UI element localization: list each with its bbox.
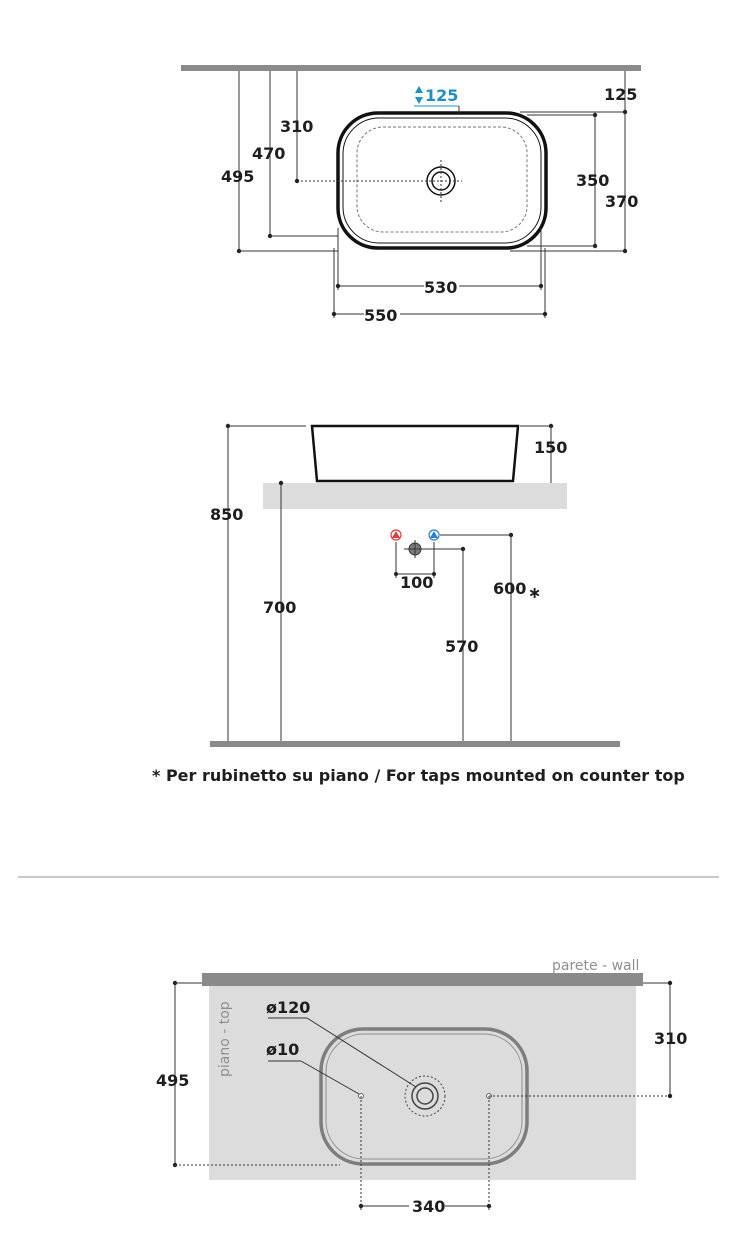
dim-600-asterisk: ∗ <box>528 583 542 602</box>
dim-600: 600 <box>493 579 527 598</box>
height-arrow-icon <box>415 86 423 104</box>
install-view <box>156 958 687 1216</box>
dia-10: ø10 <box>266 1040 300 1059</box>
dia-120: ø120 <box>266 998 311 1017</box>
dim-700: 700 <box>263 598 297 617</box>
dim-350: 350 <box>576 171 610 190</box>
dim-550: 550 <box>364 306 398 325</box>
dim-850: 850 <box>210 505 244 524</box>
wall-label: parete - wall <box>552 958 640 974</box>
wall-bar-top <box>181 65 641 71</box>
basin-bowl-dashed <box>357 127 527 232</box>
side-view <box>210 424 620 747</box>
counter-label: piano - top <box>217 1001 233 1077</box>
dim-470-top: 470 <box>252 144 286 163</box>
dim-495-install: 495 <box>156 1071 190 1090</box>
dim-370: 370 <box>605 192 639 211</box>
footnote: * Per rubinetto su piano / For taps mounted on counter top <box>152 766 685 785</box>
dim-340: 340 <box>412 1197 446 1216</box>
top-view <box>181 65 641 325</box>
dim-125-blue: 125 <box>425 86 459 105</box>
dim-125-right: 125 <box>604 85 638 104</box>
countertop-slab <box>263 483 567 509</box>
dim-150: 150 <box>534 438 568 457</box>
basin-profile <box>312 426 518 481</box>
dim-310-top: 310 <box>280 117 314 136</box>
dim-495-top: 495 <box>221 167 255 186</box>
dim-100: 100 <box>400 573 434 592</box>
wall-bar-install <box>202 973 643 986</box>
dim-310-install: 310 <box>654 1029 688 1048</box>
dim-530: 530 <box>424 278 458 297</box>
dim-570: 570 <box>445 637 479 656</box>
hot-water-icon <box>391 530 401 540</box>
cold-water-icon <box>429 530 439 540</box>
floor-bar <box>210 741 620 747</box>
